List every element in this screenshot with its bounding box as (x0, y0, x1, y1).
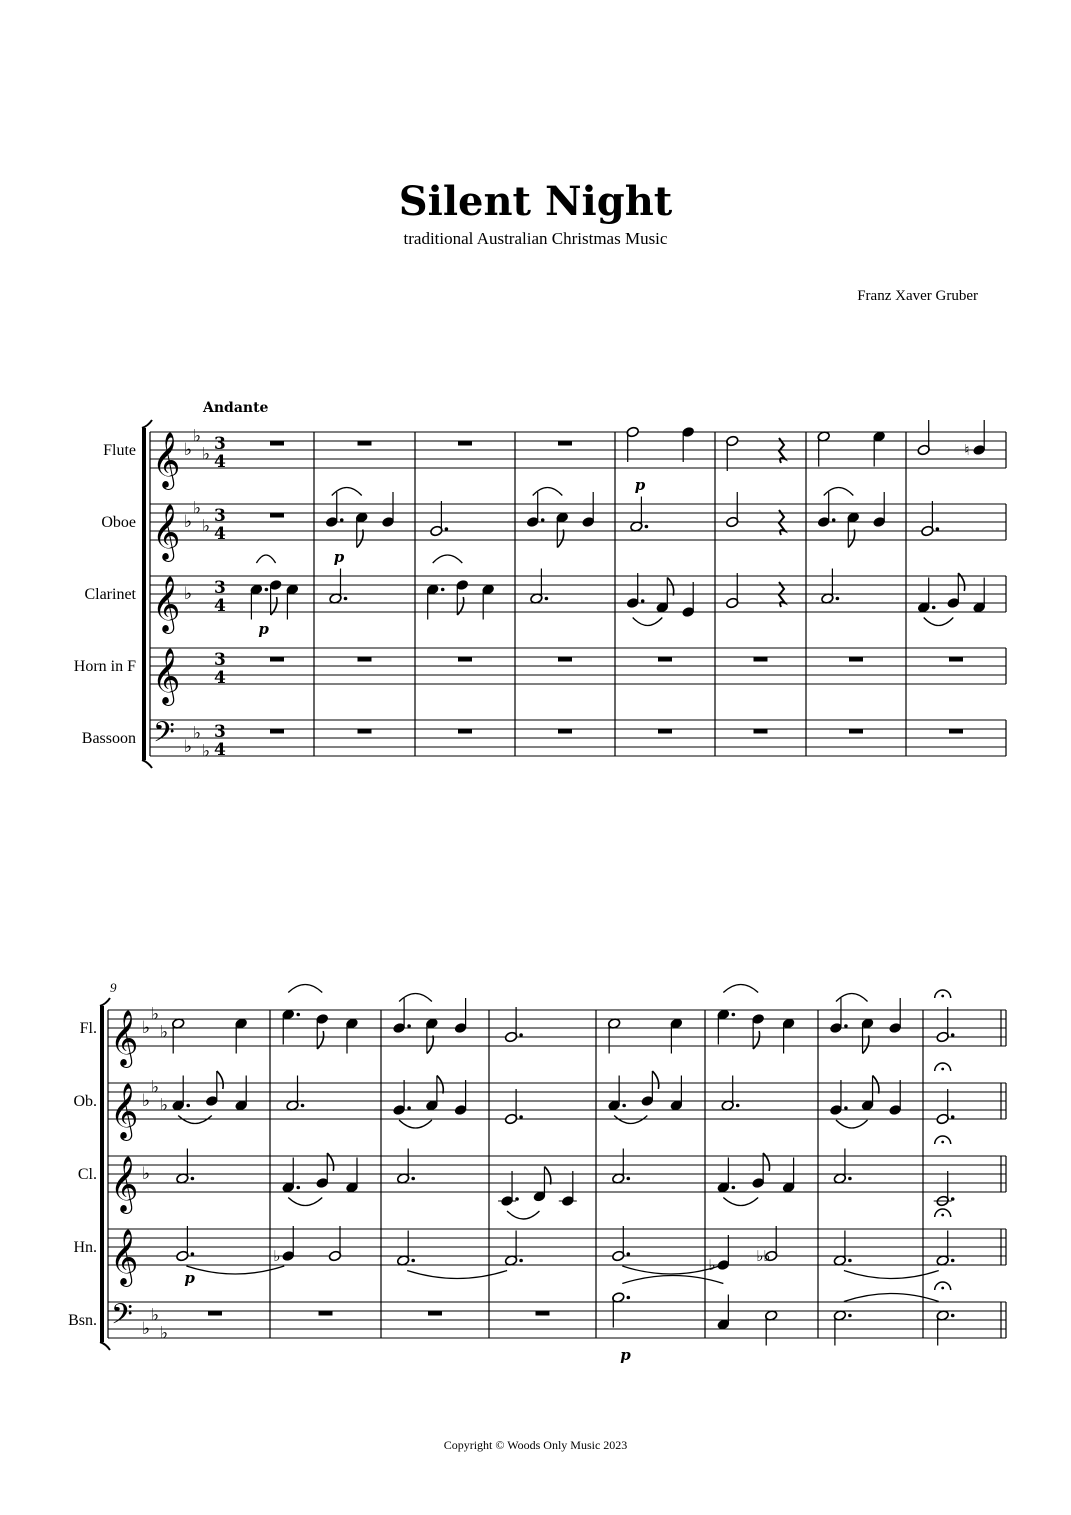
note-flag (652, 1071, 658, 1089)
time-sig-bottom: 4 (214, 524, 226, 544)
whole-rest (558, 657, 572, 662)
key-flat: ♭ (151, 1077, 160, 1098)
instrument-label: Ob. (73, 1093, 97, 1110)
key-flat: ♭ (142, 1319, 151, 1339)
key-flat: ♭ (142, 1164, 151, 1184)
whole-rest (658, 729, 672, 734)
note-dot (951, 1033, 955, 1037)
treble-clef-icon: 𝄞 (152, 504, 181, 560)
instrument-label: Cl. (77, 1166, 97, 1183)
note-dot (627, 1177, 631, 1181)
instrument-label: Bassoon (81, 730, 136, 747)
note-dot (191, 1177, 195, 1181)
treble-clef-icon: 𝄞 (152, 576, 181, 632)
note-dot (732, 1013, 736, 1017)
whole-rest (358, 729, 372, 734)
time-sig-top: 3 (214, 434, 226, 454)
note-dot (519, 1259, 523, 1263)
key-flat: ♭ (142, 1018, 151, 1038)
note-dot (265, 588, 269, 592)
note-dot (951, 1197, 955, 1201)
note-dot (951, 1314, 955, 1318)
note-dot (344, 597, 348, 601)
note-dot (445, 527, 449, 531)
treble-clef-icon: 𝄞 (110, 1010, 139, 1066)
slur (288, 985, 322, 993)
key-flat: ♭ (151, 1004, 160, 1025)
key-flat: ♭ (160, 1323, 169, 1344)
treble-clef-icon: 𝄞 (152, 432, 181, 488)
note-dot (541, 518, 545, 522)
note-flag (437, 1076, 443, 1094)
whole-rest (949, 657, 963, 662)
accidental: ♭ (708, 1256, 716, 1274)
treble-clef-icon: 𝄞 (110, 1083, 139, 1139)
bracket-top (142, 420, 152, 428)
note-dot (545, 597, 549, 601)
bass-clef-icon: 𝄢 (111, 1298, 133, 1338)
fermata-dot (941, 1287, 944, 1290)
whole-rest (358, 441, 372, 446)
note-dot (732, 1186, 736, 1190)
note-dot (645, 525, 649, 529)
key-flat: ♭ (193, 723, 202, 744)
key-flat: ♭ (202, 444, 211, 465)
time-sig-top: 3 (214, 578, 226, 598)
treble-clef-icon: 𝄞 (110, 1156, 139, 1212)
time-sig-bottom: 4 (214, 740, 226, 760)
whole-rest (949, 729, 963, 734)
note-dot (519, 1033, 523, 1037)
whole-rest (270, 441, 284, 446)
fermata-dot (941, 995, 944, 998)
note-dot (191, 1252, 195, 1256)
bracket-top (100, 998, 110, 1006)
key-flat: ♭ (184, 512, 193, 532)
copyright-notice: Copyright © Woods Only Music 2023 (443, 1438, 628, 1452)
fermata-dot (941, 1068, 944, 1071)
note-flag (667, 578, 673, 596)
time-sig-top: 3 (214, 722, 226, 742)
note-dot (296, 1013, 300, 1017)
note-flag (427, 1036, 433, 1054)
slur (633, 618, 663, 626)
note-flag (863, 1036, 869, 1054)
key-flat: ♭ (202, 741, 211, 762)
note-dot (627, 1252, 631, 1256)
fermata-dot (941, 1214, 944, 1217)
key-flat: ♭ (160, 1095, 169, 1116)
note-dot (407, 1024, 411, 1028)
note-dot (848, 1177, 852, 1181)
instrument-label: Horn in F (73, 658, 136, 675)
whole-rest (458, 657, 472, 662)
note-dot (832, 518, 836, 522)
note-dot (641, 599, 645, 603)
key-flat: ♭ (142, 1091, 151, 1111)
whole-rest (358, 657, 372, 662)
whole-rest (458, 441, 472, 446)
key-flat: ♭ (184, 440, 193, 460)
dynamic-marking: p (184, 1269, 195, 1287)
note-flag (873, 1076, 879, 1094)
note-flag (557, 530, 563, 548)
note-dot (932, 606, 936, 610)
fermata-dot (941, 1141, 944, 1144)
slur (836, 1120, 868, 1128)
slur (433, 555, 463, 563)
note-dot (407, 1106, 411, 1110)
whole-rest (754, 657, 768, 662)
whole-rest (558, 441, 572, 446)
note-dot (736, 1104, 740, 1108)
slur (407, 1271, 507, 1279)
whole-rest (270, 657, 284, 662)
note-dot (848, 1314, 852, 1318)
accidental: ♭♭ (756, 1247, 771, 1265)
whole-rest (270, 513, 284, 518)
bass-clef-icon: 𝄢 (153, 716, 175, 756)
time-sig-bottom: 4 (214, 596, 226, 616)
note-flag (544, 1167, 550, 1185)
instrument-label: Hn. (73, 1239, 97, 1256)
time-sig-top: 3 (214, 506, 226, 526)
bracket-bottom (142, 760, 152, 768)
composer-name: Franz Xaver Gruber (857, 288, 978, 304)
time-sig-top: 3 (214, 650, 226, 670)
key-flat: ♭ (193, 426, 202, 447)
time-sig-bottom: 4 (214, 452, 226, 472)
dynamic-marking: p (634, 476, 646, 494)
note-dot (936, 527, 940, 531)
slur (844, 1271, 939, 1279)
measure-number: 9 (110, 980, 117, 995)
dynamic-marking: p (258, 620, 269, 638)
accidental: ♭ (273, 1247, 281, 1265)
note-dot (622, 1104, 626, 1108)
key-flat: ♭ (184, 737, 193, 757)
dynamic-marking: p (620, 1346, 631, 1364)
whole-rest (458, 729, 472, 734)
instrument-label: Flute (103, 442, 136, 459)
time-sig-bottom: 4 (214, 668, 226, 688)
whole-rest (536, 1311, 550, 1316)
note-dot (627, 1296, 631, 1300)
bracket-bottom (100, 1342, 110, 1350)
accidental: ♮ (964, 441, 970, 459)
note-dot (844, 1024, 848, 1028)
key-flat: ♭ (202, 516, 211, 537)
whole-rest (270, 729, 284, 734)
slur (924, 618, 954, 626)
whole-rest (849, 657, 863, 662)
note-flag (217, 1071, 223, 1089)
key-flat: ♭ (151, 1305, 160, 1326)
score-subtitle: traditional Australian Christmas Music (403, 229, 668, 248)
score-title: Silent Night (398, 178, 673, 225)
note-dot (186, 1104, 190, 1108)
instrument-label: Fl. (79, 1020, 97, 1037)
note-dot (951, 1115, 955, 1119)
slur (723, 1198, 758, 1206)
note-dot (844, 1106, 848, 1110)
instrument-label: Bsn. (68, 1312, 97, 1329)
note-dot (441, 588, 445, 592)
whole-rest (208, 1311, 222, 1316)
whole-rest (558, 729, 572, 734)
slur (622, 1276, 723, 1284)
slur (723, 985, 758, 993)
slur (256, 555, 275, 563)
treble-clef-icon: 𝄞 (152, 648, 181, 704)
instrument-label: Clarinet (84, 586, 136, 603)
slur (507, 1211, 539, 1219)
whole-rest (319, 1311, 333, 1316)
note-dot (836, 597, 840, 601)
note-dot (340, 518, 344, 522)
note-dot (301, 1104, 305, 1108)
treble-clef-icon: 𝄞 (110, 1229, 139, 1285)
tempo-marking: Andante (203, 400, 269, 416)
instrument-label: Oboe (101, 514, 136, 531)
note-flag (357, 530, 363, 548)
note-dot (951, 1259, 955, 1263)
slur (399, 1120, 432, 1128)
note-dot (515, 1197, 519, 1201)
key-flat: ♭ (160, 1022, 169, 1043)
key-flat: ♭ (184, 584, 193, 604)
note-dot (519, 1115, 523, 1119)
note-flag (848, 530, 854, 548)
slur (844, 1294, 939, 1302)
note-dot (296, 1186, 300, 1190)
whole-rest (849, 729, 863, 734)
note-dot (848, 1259, 852, 1263)
note-dot (411, 1177, 415, 1181)
whole-rest (428, 1311, 442, 1316)
whole-rest (658, 657, 672, 662)
whole-rest (754, 729, 768, 734)
key-flat: ♭ (193, 498, 202, 519)
slur (288, 1198, 322, 1206)
dynamic-marking: p (333, 548, 345, 566)
note-dot (411, 1259, 415, 1263)
